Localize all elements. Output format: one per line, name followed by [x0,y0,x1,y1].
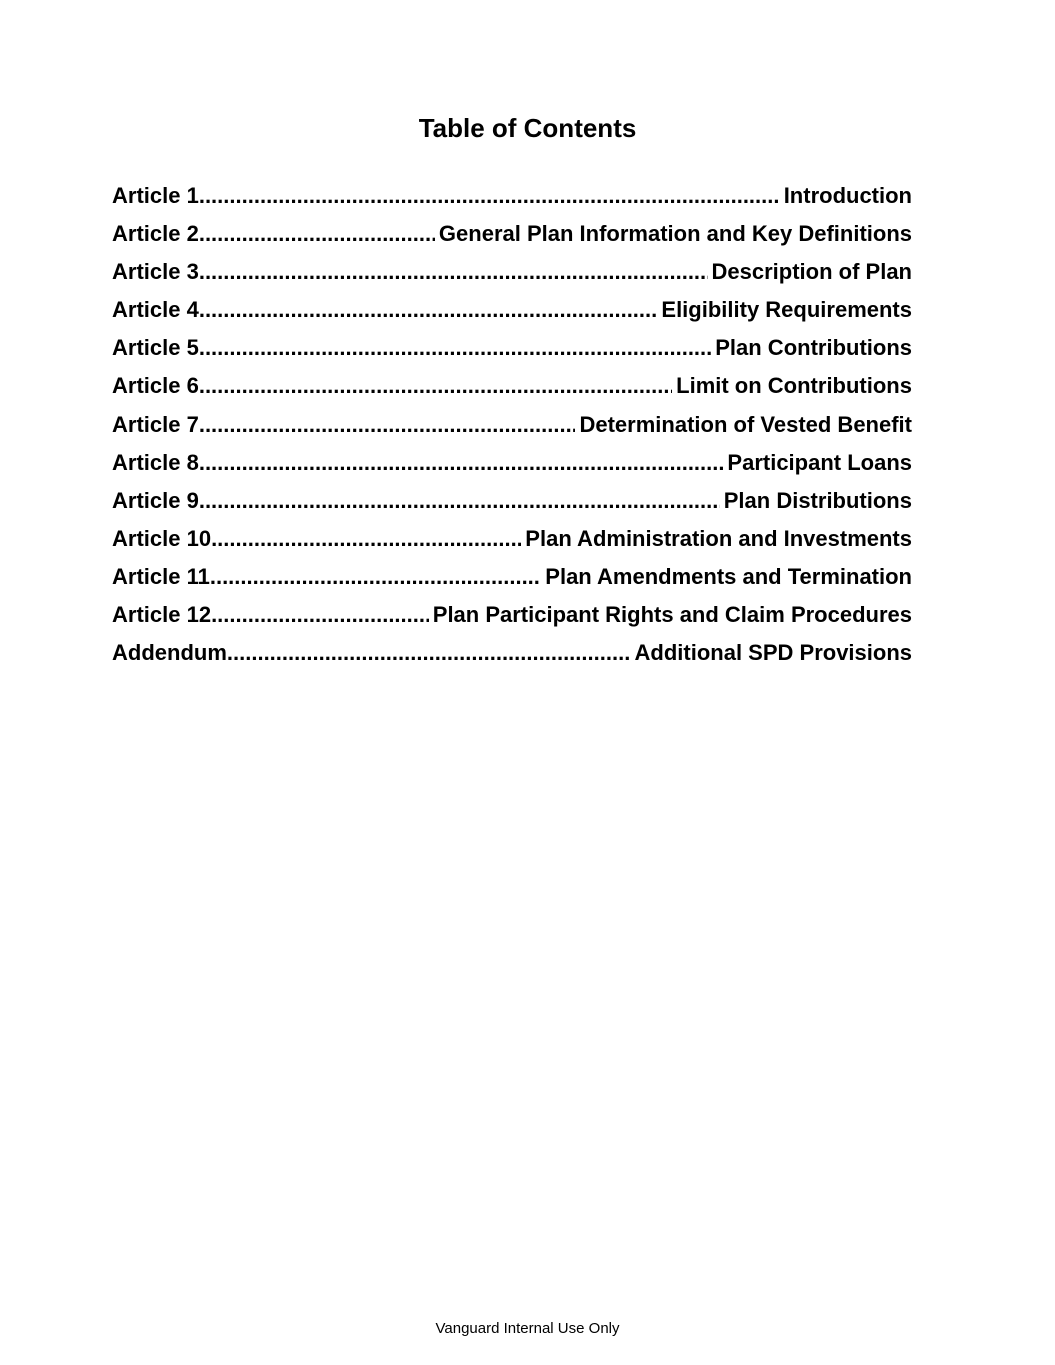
toc-entry-article-11[interactable] [112,558,912,596]
toc-dot-leader [227,634,631,672]
toc-entry-label: Article 3 [112,259,199,285]
toc-entry-title: Plan Distributions [723,487,912,513]
toc-dot-leader [199,482,720,520]
toc-entry-title: Determination of Vested Benefit [579,411,912,437]
toc-dot-leader [211,596,429,634]
toc-dot-leader [199,215,435,253]
toc-entry-title: Plan Amendments and Termination [545,563,912,589]
toc-entry-label: Article 2 [112,221,199,247]
toc-entry-title: Plan Administration and Investments [525,525,912,551]
toc-entry-label: Article 7 [112,411,199,437]
toc-entry-article-5[interactable] [112,329,912,367]
table-of-contents [112,177,912,672]
toc-entry-article-12[interactable] [112,596,912,634]
toc-dot-leader [210,558,541,596]
toc-entry-article-1[interactable] [112,177,912,215]
toc-dot-leader [199,406,576,444]
toc-dot-leader [199,291,658,329]
toc-dot-leader [199,253,708,291]
toc-dot-leader [199,367,672,405]
toc-entry-article-9[interactable] [112,482,912,520]
toc-dot-leader [199,444,724,482]
toc-entry-title: Additional SPD Provisions [634,640,912,666]
toc-entry-article-8[interactable] [112,444,912,482]
toc-entry-article-10[interactable] [112,520,912,558]
toc-entry-label: Article 6 [112,373,199,399]
toc-entry-title: Description of Plan [711,259,912,285]
toc-entry-label: Addendum [112,640,227,666]
toc-entry-article-3[interactable] [112,253,912,291]
toc-entry-article-2[interactable] [112,215,912,253]
toc-entry-title: Participant Loans [727,449,912,475]
toc-entry-addendum[interactable] [112,634,912,672]
toc-dot-leader [211,520,521,558]
toc-entry-title: Eligibility Requirements [661,297,912,323]
toc-entry-title: Introduction [783,183,912,208]
toc-entry-label: Article 9 [112,487,199,513]
toc-entry-title: Limit on Contributions [676,373,912,399]
toc-entry-title: Plan Contributions [715,335,912,361]
toc-entry-article-6[interactable] [112,367,912,405]
toc-dot-leader [199,177,780,215]
toc-entry-title: General Plan Information and Key Definitions [438,221,912,247]
toc-entry-label: Article 10 [112,525,212,551]
toc-entry-label: Article 5 [112,335,199,361]
toc-entry-label: Article 4 [112,297,199,323]
page-title: Table of Contents [418,113,637,143]
toc-entry-label: Article 11 [112,563,210,589]
toc-entry-label: Article 12 [112,602,212,628]
toc-entry-label: Article 1 [112,183,199,208]
toc-entry-article-7[interactable] [112,406,912,444]
page-footer: Vanguard Internal Use Only [435,1320,620,1337]
toc-dot-leader [199,329,711,367]
toc-entry-title: Plan Participant Rights and Claim Procedures [432,602,912,628]
toc-entry-article-4[interactable] [112,291,912,329]
toc-entry-label: Article 8 [112,449,199,475]
